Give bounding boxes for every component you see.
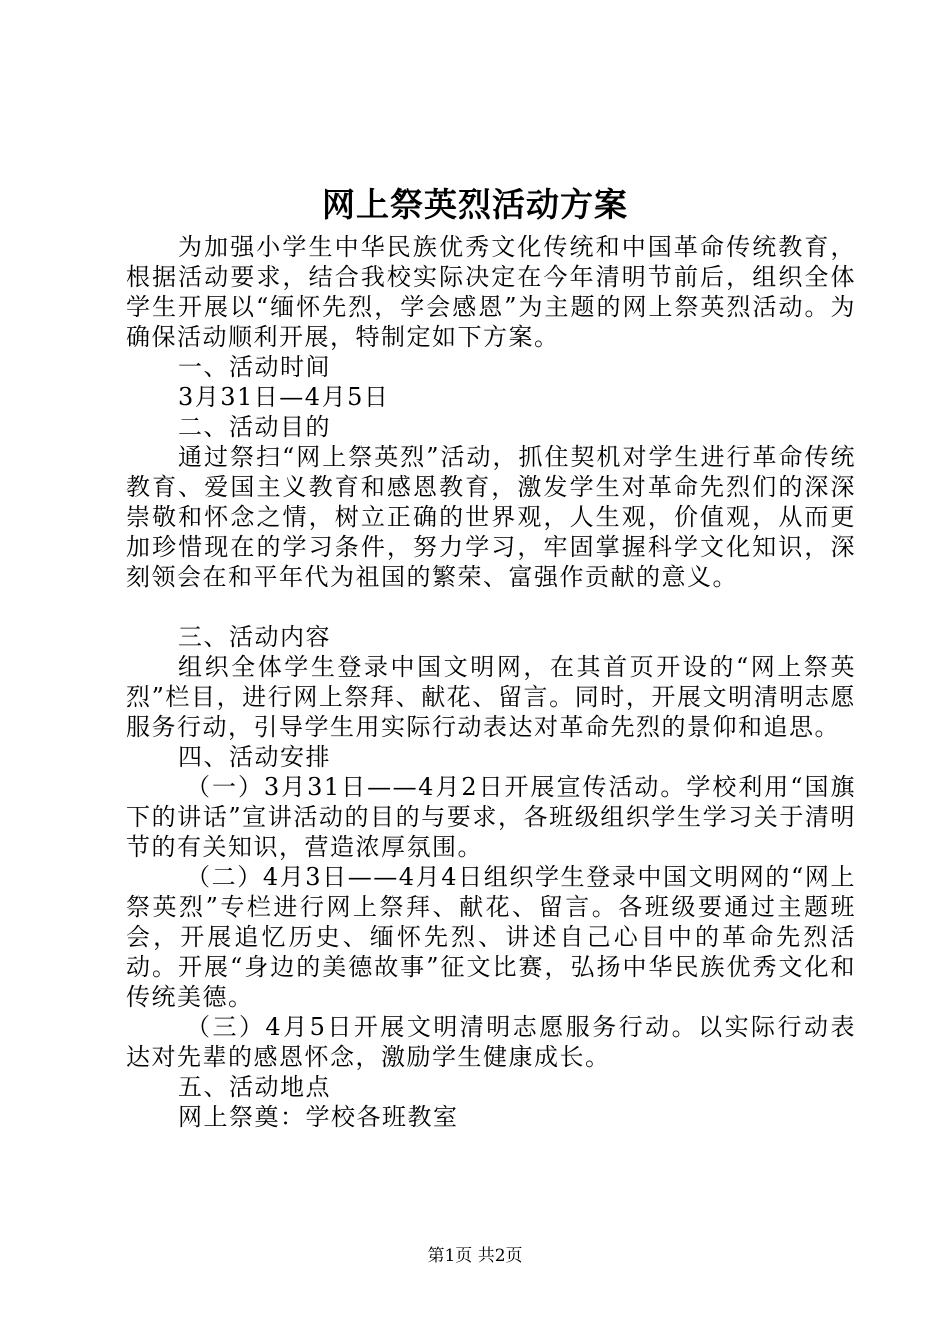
document-title: 网上祭英烈活动方案 [322,185,628,224]
arrangement-item-1: （一）3月31日——4月2日开展宣传活动。学校利用“国旗下的讲话”宣讲活动的目的与要求，各班级组织学生学习关于清明节的有关知识，营造浓厚氛围。 [126,773,856,861]
activity-time-paragraph: 3月31日—4月5日 [178,383,390,411]
location-paragraph: 网上祭奠：学校各班教室 [178,1103,459,1131]
section-heading-time: 一、活动时间 [178,353,331,381]
arrangement-item-2: （二）4月3日——4月4日组织学生登录中国文明网的“网上祭英烈”专栏进行网上祭拜、献花、留言。各班级要通过主题班会，开展追忆历史、缅怀先烈、讲述自己心目中的革命先烈活动。开展“身边的美德故事”征文比赛，弘扬中华民族优秀文化和传统美德。 [126,863,856,1011]
purpose-paragraph: 通过祭扫“网上祭英烈”活动，抓住契机对学生进行革命传统教育、爱国主义教育和感恩教育，激发学生对革命先烈们的深深崇敬和怀念之情，树立正确的世界观，人生观，价值观，从而更加珍惜现在的学习条件，努力学习，牢固掌握科学文化知识，深刻领会在和平年代为祖国的繁荣、富强作贡献的意义。 [126,443,856,591]
section-heading-arrangement: 四、活动安排 [178,743,331,771]
content-paragraph: 组织全体学生登录中国文明网，在其首页开设的“网上祭英烈”栏目，进行网上祭拜、献花、留言。同时，开展文明清明志愿服务行动，引导学生用实际行动表达对革命先烈的景仰和追思。 [126,653,856,741]
intro-paragraph: 为加强小学生中华民族优秀文化传统和中国革命传统教育，根据活动要求，结合我校实际决定在今年清明节前后，组织全体学生开展以“缅怀先烈，学会感恩”为主题的网上祭英烈活动。为确保活动顺利开展，特制定如下方案。 [126,233,856,351]
section-heading-content: 三、活动内容 [178,623,331,651]
arrangement-item-3: （三）4月5日开展文明清明志愿服务行动。以实际行动表达对先辈的感恩怀念，激励学生健康成长。 [126,1013,856,1071]
document-body [126,232,856,1132]
section-heading-location: 五、活动地点 [178,1073,331,1101]
page-footer: 第1页 共2页 [427,1246,523,1266]
section-heading-purpose: 二、活动目的 [178,413,331,441]
